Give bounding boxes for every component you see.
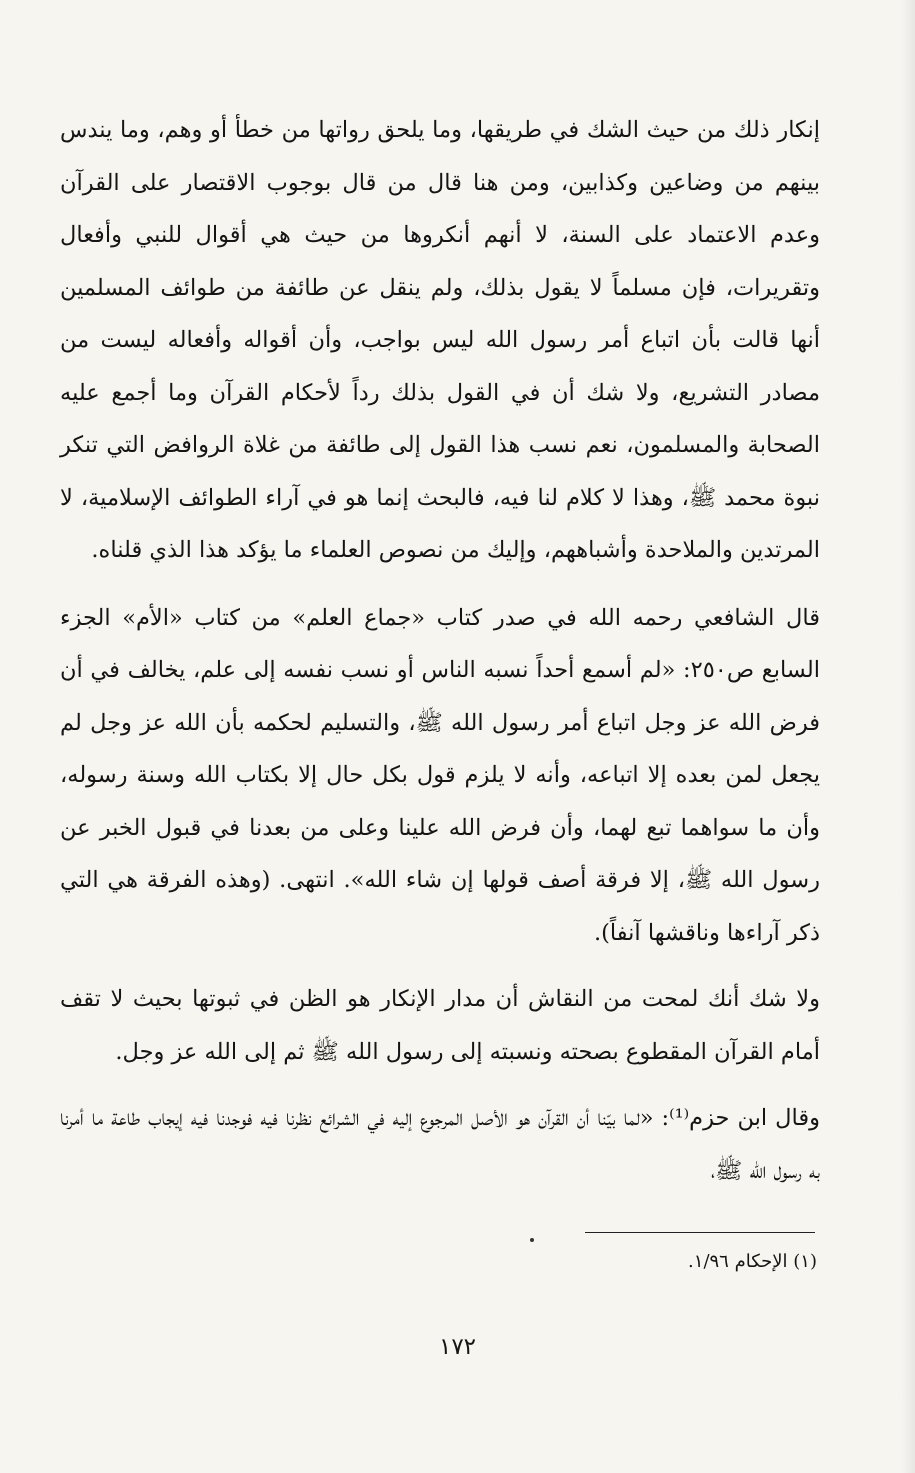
page-speck [530,1238,534,1242]
paragraph-2: قال الشافعي رحمه الله في صدر كتاب «جماع العلم» من كتاب «الأم» الجزء السابع ص٢٥٠: «لم أسمع أحداً نسبه الناس أو نسب نفسه إلى علم، يخالف في أن فرض الله عز وجل اتباع أمر رسول الله ﷺ، والتسليم لحكمه بأن الله عز وجل لم يجعل لمن بعده إلا اتباعه، وأنه لا يلزم قول بكل حال إلا بكتاب الله وسنة رسوله، وأن ما سواهما تبع لهما، وأن فرض الله علينا وعلى من بعدنا في قبول الخبر عن رسول الله ﷺ، إلا فرقة أصف قولها إن شاء الله». انتهى. (وهذه الفرقة هي التي ذكر آراءها وناقشها آنفاً). [60,604,820,946]
footnote: (١) الإحكام ١/٩٦. [688,1251,817,1272]
paragraph-3: ولا شك أنك لمحت من النقاش أن مدار الإنكار هو الظن في ثبوتها بحيث لا تقف أمام القرآن المقطوع بصحته ونسبته إلى رسول الله ﷺ ثم إلى الله عز وجل. [60,986,820,1065]
paragraph-1: إنكار ذلك من حيث الشك في طريقها، وما يلحق رواتها من خطأ أو وهم، وما يندس بينهم من وضاعين وكذابين، ومن هنا قال من قال بوجوب الاقتصار على القرآن وعدم الاعتماد على السنة، لا أنهم أنكروها من حيث هي أقوال للنبي وأفعال وتقريرات، فإن مسلماً لا يقول بذلك، ولم ينقل عن طائفة من طوائف المسلمين أنها قالت بأن اتباع أمر رسول الله ليس بواجب، وأن أقواله وأفعاله ليست من مصادر التشريع، ولا شك أن في القول بذلك رداً لأحكام القرآن وما أجمع عليه الصحابة والمسلمون، نعم نسب هذا القول إلى طائفة من غلاة الروافض التي تنكر نبوة محمد ﷺ، وهذا لا كلام لنا فيه، فالبحث إنما هو في آراء الطوائف الإسلامية، لا المرتدين والملاحدة وأشباههم، وإليك من نصوص العلماء ما يؤكد هذا الذي قلناه. [60,117,820,563]
page-number: ١٧٢ [438,1334,477,1360]
footnote-divider [585,1232,815,1233]
paragraph-4: وقال ابن حزم⁽¹⁾: «لما بيّنا أن القرآن هو الأصل المرجوع إليه في الشرائع نظرنا فيه فوجدنا فيه إيجاب طاعة ما أمرنا به رسول الله ﷺ، [60,1105,820,1184]
main-text [60,104,820,1197]
